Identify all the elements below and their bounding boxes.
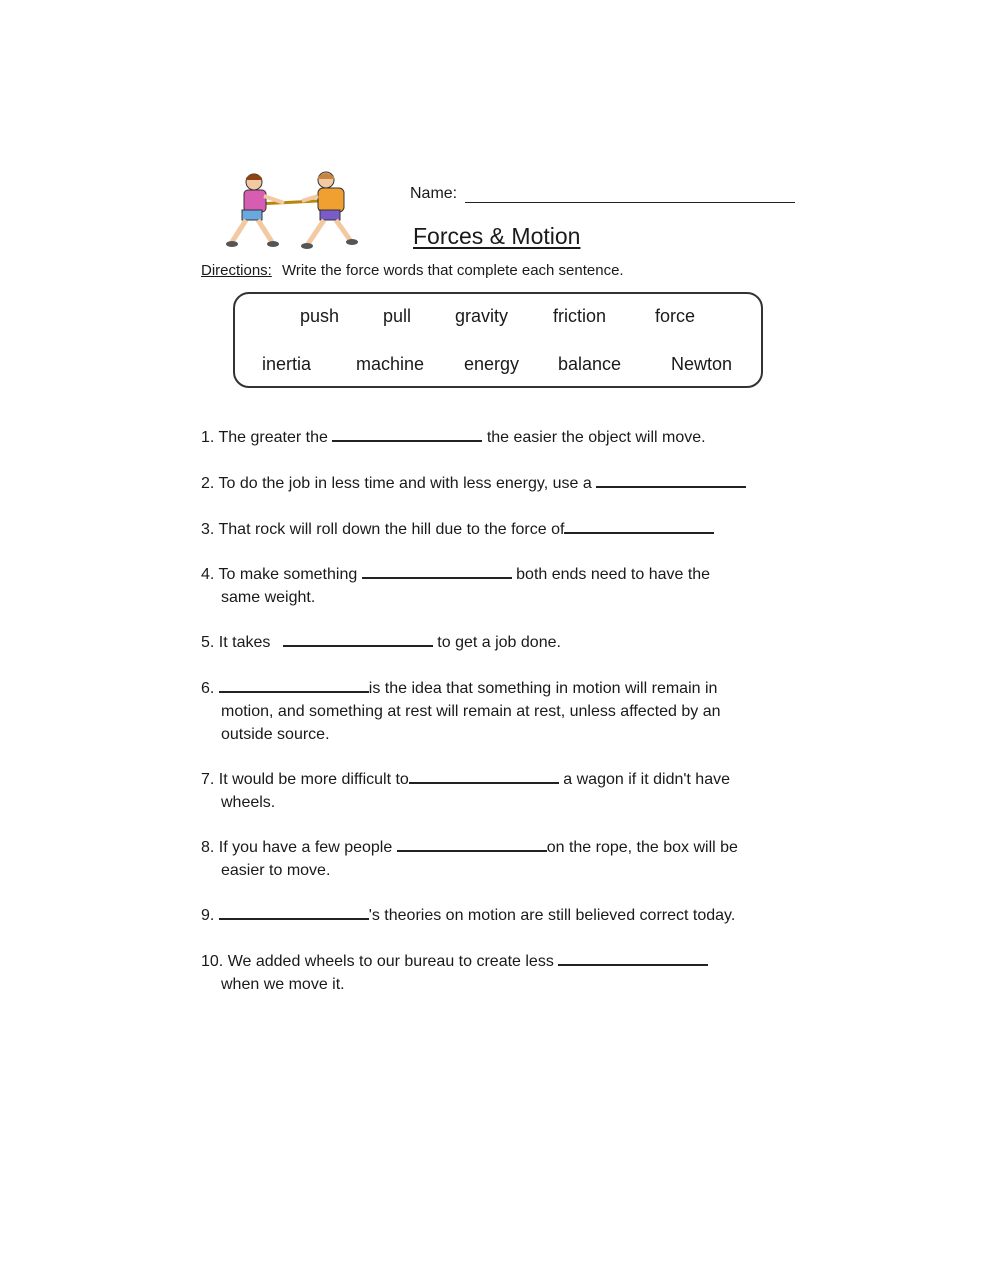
word-inertia: inertia (262, 354, 312, 374)
question-3 (201, 518, 714, 541)
word-friction: friction (553, 306, 607, 326)
answer-blank[interactable] (362, 563, 512, 579)
question-number: 1. (201, 429, 215, 446)
question-text: on the rope, the box will be (546, 839, 738, 856)
question-1 (201, 426, 706, 449)
question-continuation: same weight. (221, 589, 316, 606)
question-continuation: wheels. (221, 794, 276, 811)
question-5 (201, 631, 561, 654)
answer-blank[interactable] (558, 950, 708, 966)
question-text: We added wheels to our bureau to create less (227, 953, 554, 970)
question-continuation: when we move it. (221, 976, 345, 993)
question-text: That rock will roll down the hill due to the force of (218, 521, 565, 538)
answer-blank[interactable] (332, 426, 482, 442)
question-continuation: easier to move. (221, 862, 331, 879)
question-continuation: motion, and something at rest will remain at rest, unless affected by an (221, 703, 721, 720)
name-row (410, 184, 795, 203)
question-number: 8. (201, 839, 215, 856)
question-10 (201, 950, 708, 996)
question-text: To do the job in less time and with less energy, use a (218, 475, 592, 492)
answer-blank[interactable] (219, 677, 369, 693)
question-2 (201, 472, 746, 495)
word-energy: energy (464, 354, 520, 374)
question-text: It takes (218, 634, 271, 651)
tug-of-war-illustration (226, 170, 368, 254)
word-newton: Newton (671, 354, 733, 374)
directions-label: Directions: (201, 262, 272, 279)
word-push: push (300, 306, 340, 326)
question-number: 4. (201, 566, 215, 583)
answer-blank[interactable] (564, 518, 714, 534)
question-number: 9. (201, 907, 215, 924)
answer-blank[interactable] (397, 836, 547, 852)
name-field[interactable] (465, 184, 795, 203)
question-text: a wagon if it didn't have (563, 771, 730, 788)
question-text: If you have a few people (218, 839, 393, 856)
page-title: Forces & Motion (413, 223, 581, 249)
question-number: 7. (201, 771, 215, 788)
question-text: the easier the object will move. (486, 429, 706, 446)
word-balance: balance (558, 354, 622, 374)
question-4 (201, 563, 710, 609)
question-number: 2. (201, 475, 215, 492)
directions-text: Write the force words that complete each sentence. (282, 262, 624, 279)
question-number: 3. (201, 521, 215, 538)
answer-blank[interactable] (283, 631, 433, 647)
question-continuation: outside source. (221, 726, 330, 743)
question-number: 6. (201, 680, 215, 697)
directions (201, 262, 624, 279)
word-machine: machine (356, 354, 425, 374)
question-8 (201, 836, 738, 882)
question-text: 's theories on motion are still believed correct today. (368, 907, 736, 924)
question-text: is the idea that something in motion will remain in (368, 680, 718, 697)
answer-blank[interactable] (219, 904, 369, 920)
question-number: 10. (201, 953, 224, 970)
question-6 (201, 677, 721, 746)
question-text: both ends need to have the (516, 566, 711, 583)
name-label: Name: (410, 185, 458, 202)
question-text: The greater the (218, 429, 328, 446)
question-text: to get a job done. (437, 634, 561, 651)
question-number: 5. (201, 634, 215, 651)
question-7 (201, 768, 730, 814)
word-pull: pull (383, 306, 412, 326)
question-text: It would be more difficult to (218, 771, 409, 788)
answer-blank[interactable] (596, 472, 746, 488)
word-gravity: gravity (455, 306, 509, 326)
word-bank (233, 292, 763, 388)
question-text: To make something (218, 566, 358, 583)
word-force: force (655, 306, 696, 326)
answer-blank[interactable] (409, 768, 559, 784)
question-9 (201, 904, 735, 927)
